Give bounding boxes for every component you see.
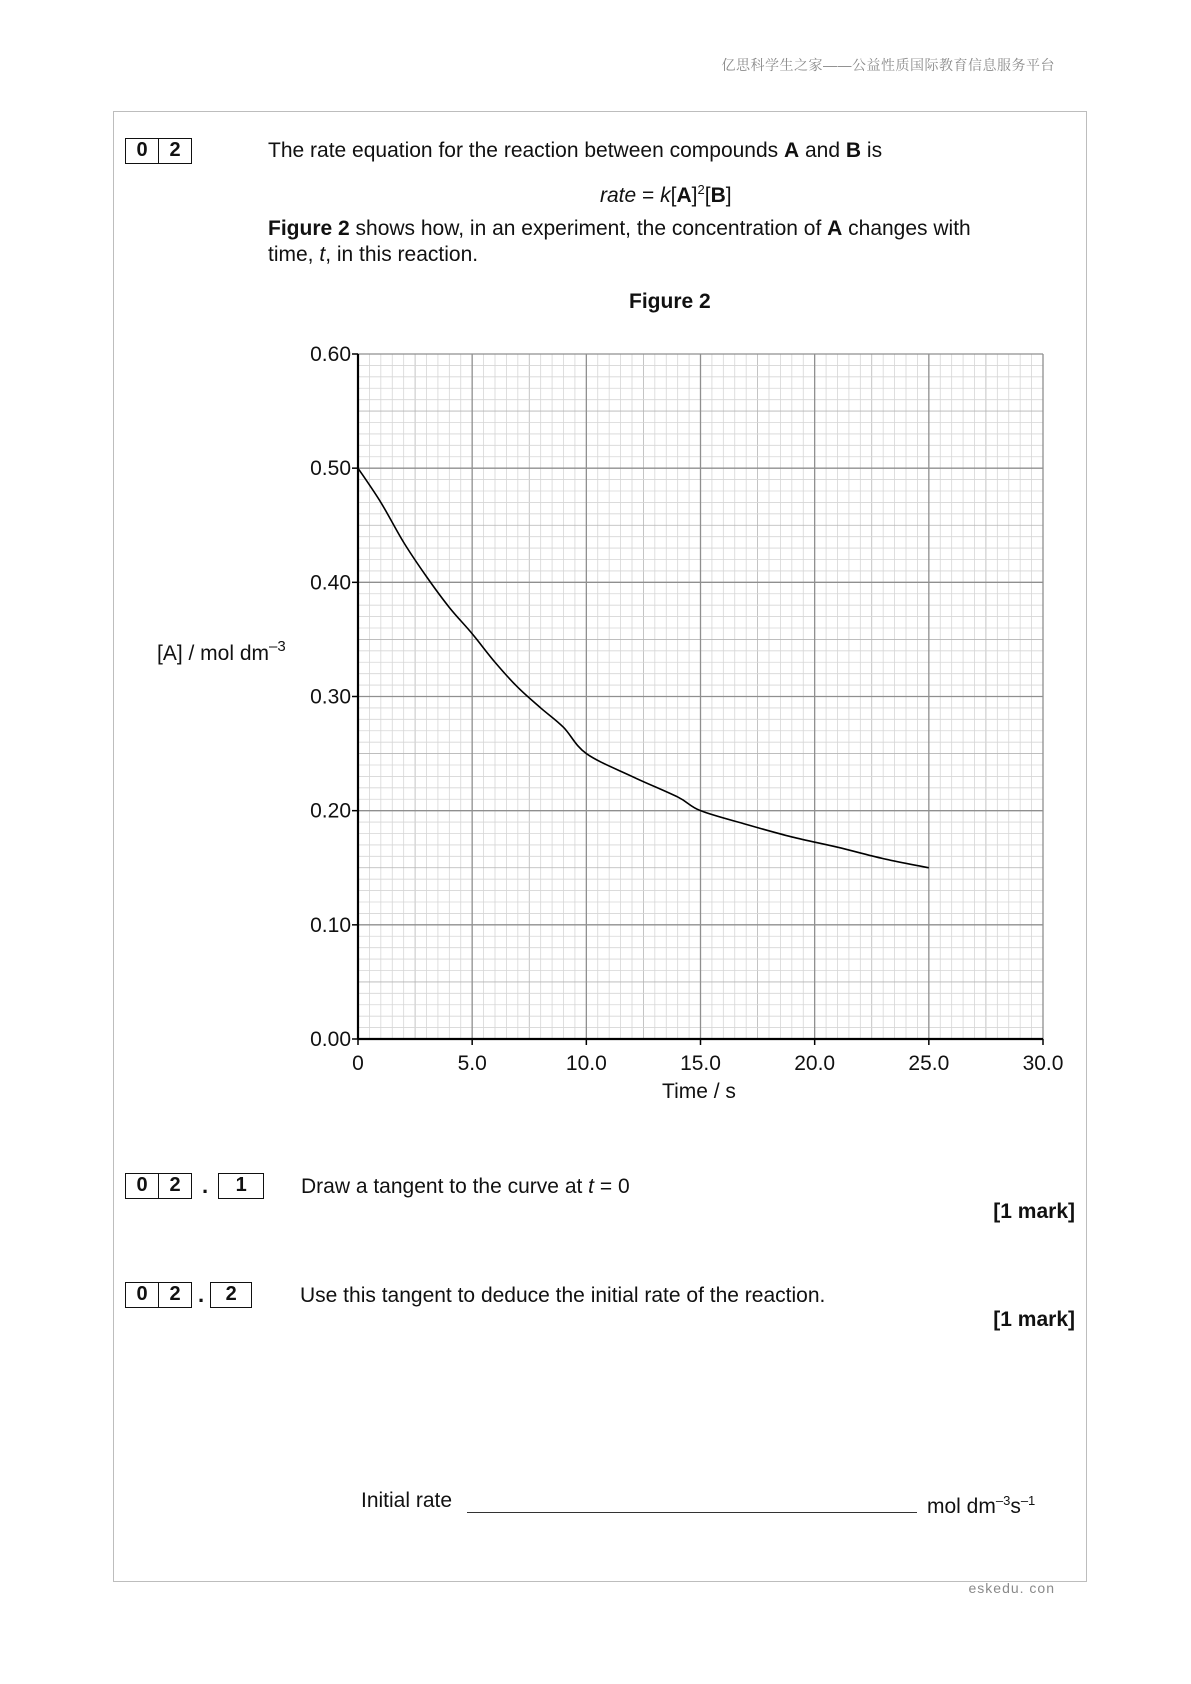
part-digit: 2 [158, 1283, 191, 1307]
question-number-digit: 0 [136, 139, 148, 161]
part-number-02-1 [125, 1173, 264, 1199]
figure-desc-text: shows how, in an experiment, the concentration of [349, 217, 828, 240]
figure-desc-a: A [827, 217, 843, 240]
answer-unit [927, 1488, 1035, 1520]
intro-suffix: is [861, 139, 883, 162]
y-tick-label: 0.60 [310, 343, 351, 366]
x-tick-label: 10.0 [565, 1052, 607, 1075]
y-tick-label: 0.30 [310, 685, 351, 709]
part-dot: . [202, 1173, 209, 1198]
eq-k: k [660, 184, 671, 207]
answer-input-line[interactable] [467, 1512, 917, 1513]
compound-b: B [845, 139, 862, 162]
intro-text: The rate equation for the reaction between compounds [268, 139, 784, 162]
tick-labels [310, 343, 1063, 1075]
part-02-1-marks: [1 mark] [993, 1200, 1075, 1223]
rate-equation: rate = $k[A]^2[B]$ [600, 182, 732, 207]
figure-desc-t: t [319, 243, 326, 266]
compound-a: A [784, 139, 800, 162]
y-tick-label: 0.10 [310, 913, 351, 937]
part-text-suffix: = 0 [594, 1175, 630, 1198]
x-tick-label: 25.0 [908, 1052, 950, 1075]
part-digit: 0 [136, 1174, 148, 1196]
x-tick-label: 0 [352, 1052, 364, 1075]
y-tick-label: 0.50 [310, 457, 351, 481]
part-02-2-marks: [1 mark] [993, 1308, 1075, 1331]
part-sub-digit: 2 [225, 1283, 237, 1305]
part-dot: . [198, 1282, 205, 1307]
intro-and: and [799, 139, 846, 162]
eq-equals: = [636, 184, 661, 207]
y-axis-label [157, 638, 286, 665]
unit-exp2: –1 [1020, 1493, 1036, 1508]
figure-desc-line2-end: , in this reaction. [325, 243, 479, 266]
eq-a: A [676, 184, 692, 207]
part-number-box [125, 1282, 192, 1308]
eq-exponent: 2 [697, 182, 705, 197]
answer-label: Initial rate [361, 1489, 453, 1512]
x-tick-label: 30.0 [1022, 1052, 1064, 1075]
part-sub-box [210, 1282, 252, 1308]
part-02-2-text: Use this tangent to deduce the initial rate of the reaction. [300, 1284, 826, 1307]
y-tick-label: 0.40 [310, 571, 351, 595]
part-number-02-2 [125, 1282, 252, 1308]
axes [352, 354, 1043, 1045]
part-sub-digit: 1 [235, 1174, 247, 1196]
x-tick-label: 15.0 [680, 1052, 721, 1075]
question-number-digit: 2 [158, 139, 191, 163]
figure-desc-text2: changes with [842, 217, 971, 240]
part-sub-box [218, 1173, 264, 1199]
y-tick-label: 0.00 [310, 1028, 351, 1051]
figure-ref: Figure 2 [268, 217, 350, 240]
unit-s: s [1010, 1495, 1021, 1518]
part-number-box [125, 1173, 192, 1199]
part-text: Draw a tangent to the curve at [301, 1175, 589, 1198]
part-digit: 0 [136, 1283, 148, 1305]
figure-title: Figure 2 [629, 290, 711, 313]
footer-site-text: eskedu. con [968, 1580, 1055, 1596]
part-var: t [588, 1175, 595, 1198]
part-digit: 2 [158, 1174, 191, 1198]
x-axis-label: Time / s [662, 1080, 736, 1103]
y-axis-label-sup: –3 [269, 638, 286, 655]
eq-b: B [710, 184, 726, 207]
header-site-text: 亿思科学生之家——公益性质国际教育信息服务平台 [721, 57, 1055, 73]
figure-desc-line2: time, [268, 243, 320, 266]
y-axis-label-main: [A] / mol dm [157, 642, 270, 665]
part-02-1-text [301, 1174, 630, 1200]
eq-rate: rate [600, 184, 637, 207]
x-tick-label: 20.0 [794, 1052, 836, 1075]
x-tick-label: 5.0 [457, 1052, 487, 1075]
unit-exp1: –3 [995, 1493, 1011, 1508]
unit-prefix: mol dm [927, 1495, 996, 1518]
y-tick-label: 0.20 [310, 799, 351, 823]
